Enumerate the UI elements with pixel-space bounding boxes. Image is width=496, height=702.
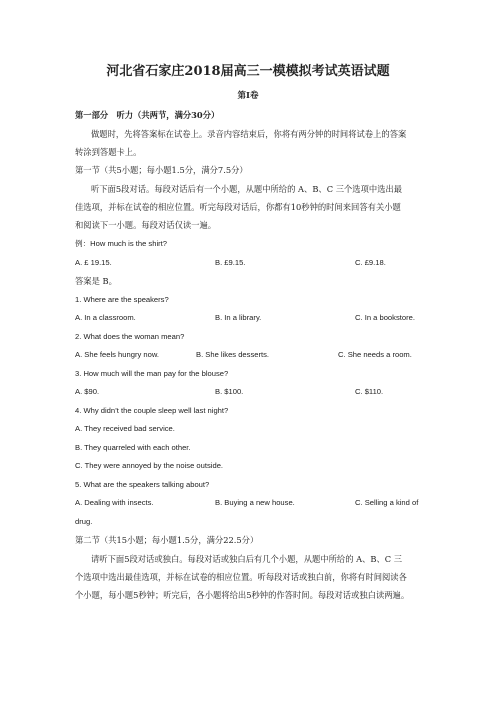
- question-2-option-c: C. She needs a room.: [338, 350, 412, 359]
- section2-instruction-line-1: 请听下面5段对话或独白。每段对话或独白后有几个小题，从题中所给的 A、B、C 三: [91, 554, 403, 564]
- question-3-option-a: A. $90.: [75, 387, 100, 396]
- section1-instruction-line-1: 听下面5段对话。每段对话后有一个小题，从题中所给的 A、B、C 三个选项中选出最: [91, 184, 403, 194]
- example-option-a: A. £ 19.15.: [75, 258, 112, 267]
- question-5-option-b: B. Buying a new house.: [215, 498, 295, 507]
- question-1-option-a: A. In a classroom.: [75, 313, 136, 322]
- page-title: 河北省石家庄2018届高三一模模拟考试英语试题: [106, 64, 390, 79]
- question-5: 5. What are the speakers talking about?: [75, 480, 210, 489]
- question-5-option-a: A. Dealing with insects.: [75, 498, 154, 507]
- question-3: 3. How much will the man pay for the blouse?: [75, 369, 229, 378]
- question-2: 2. What does the woman mean?: [75, 332, 185, 341]
- section2-instruction-line-3: 个小题，每小题5秒钟；听完后，各小题将给出5秒钟的作答时间。每段对话或独白读两遍。: [75, 590, 410, 600]
- question-1: 1. Where are the speakers?: [75, 295, 169, 304]
- question-2-option-a: A. She feels hungry now.: [75, 350, 160, 359]
- section1-instruction-line-2: 佳选项，并标在试卷的相应位置。听完每段对话后，你都有10秒钟的时间来回答有关小题: [75, 202, 401, 212]
- section2-heading: 第二节（共15小题；每小题1.5分，满分22.5分）: [75, 535, 259, 545]
- volume-label: 第Ⅰ卷: [237, 91, 259, 101]
- question-3-option-c: C. $110.: [355, 387, 384, 396]
- example-question: 例：How much is the shirt?: [75, 239, 167, 248]
- question-2-option-b: B. She likes desserts.: [196, 350, 270, 359]
- question-5-option-c: C. Selling a kind of: [355, 498, 419, 507]
- intro-line-2: 转涂到答题卡上。: [75, 147, 142, 157]
- question-5-option-c-wrap: drug.: [75, 517, 93, 526]
- section1-heading: 第一节（共5小题；每小题1.5分，满分7.5分）: [75, 165, 248, 175]
- example-option-c: C. £9.18.: [355, 258, 386, 267]
- question-4-option-a: A. They received bad service.: [75, 424, 175, 433]
- question-4-option-c: C. They were annoyed by the noise outside.: [75, 461, 224, 470]
- intro-line-1: 做题时，先将答案标在试卷上。录音内容结束后，你将有两分钟的时间将试卷上的答案: [91, 129, 407, 139]
- example-answer: 答案是 B。: [75, 276, 117, 286]
- question-1-option-b: B. In a library.: [215, 313, 262, 322]
- question-4: 4. Why didn’t the couple sleep well last night?: [75, 406, 229, 415]
- part1-heading: 第一部分 听力（共两节，满分30分）: [75, 110, 220, 120]
- example-option-b: B. £9.15.: [215, 258, 246, 267]
- question-4-option-b: B. They quarreled with each other.: [75, 443, 191, 452]
- question-1-option-c: C. In a bookstore.: [355, 313, 415, 322]
- section1-instruction-line-3: 和阅读下一小题。每段对话仅读一遍。: [75, 220, 217, 230]
- section2-instruction-line-2: 个选项中选出最佳选项，并标在试卷的相应位置。听每段对话或独白前，你将有时间阅读各: [75, 572, 407, 582]
- question-3-option-b: B. $100.: [215, 387, 244, 396]
